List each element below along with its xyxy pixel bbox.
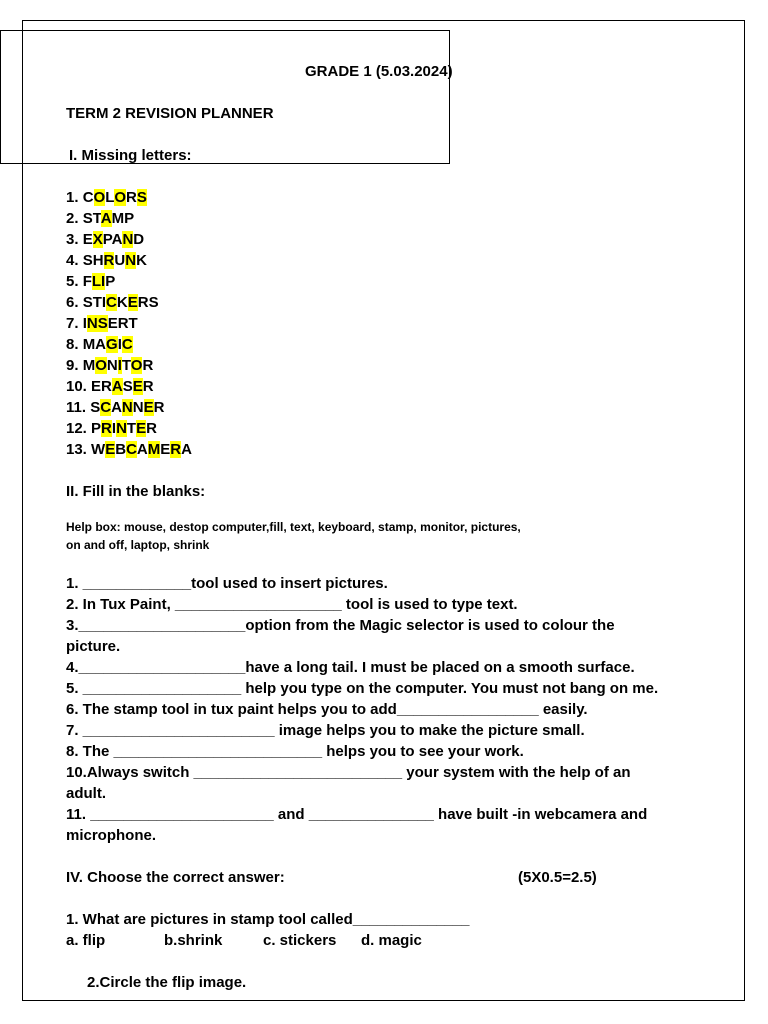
highlighted-letters: O (95, 357, 107, 374)
word-letters: T (126, 420, 137, 437)
highlighted-letters: S (136, 189, 147, 206)
word-letters: RS (137, 294, 159, 311)
word-letters: R (153, 399, 165, 416)
word-letters: I (111, 420, 117, 437)
highlighted-letters: R (101, 420, 112, 437)
highlighted-letters: X (92, 231, 103, 248)
item-number: 7. (66, 315, 83, 332)
word-letters: K (136, 252, 147, 269)
highlighted-letters: N (116, 420, 127, 437)
highlighted-letters: G (106, 336, 118, 353)
missing-letters-item (66, 187, 147, 208)
highlighted-letters: A (100, 210, 112, 227)
missing-letters-item (66, 250, 147, 271)
missing-letters-item (66, 271, 115, 292)
word-letters: F (82, 273, 92, 290)
word-letters: N (106, 357, 118, 374)
highlighted-letters: N (125, 252, 137, 269)
highlighted-letters: L (91, 273, 102, 290)
planner-title: TERM 2 REVISION PLANNER (66, 105, 274, 122)
highlighted-letters: E (136, 420, 147, 437)
fill-blank-line: 10.Always switch _________________________ your system with the help of an (66, 764, 631, 781)
item-number: 11. (66, 399, 91, 416)
word-letters: A (181, 441, 192, 458)
highlighted-letters: E (105, 441, 116, 458)
item-number: 5. (66, 273, 83, 290)
word-letters: C (82, 189, 94, 206)
word-letters: N (132, 399, 144, 416)
item-number: 2. (66, 210, 83, 227)
choice-a: a. flip (66, 932, 106, 949)
grade-heading: GRADE 1 (5.03.2024) (305, 63, 453, 80)
word-letters: R (126, 189, 137, 206)
item-number: 1. (66, 189, 83, 206)
word-letters: A (136, 441, 148, 458)
fill-blank-line: adult. (66, 785, 106, 802)
highlighted-letters: I (101, 273, 106, 290)
section1-heading: I. Missing letters: (69, 147, 192, 164)
word-letters: D (133, 231, 145, 248)
section4-heading: IV. Choose the correct answer: (66, 869, 285, 886)
choice-b: b.shrink (164, 932, 223, 949)
question-2: 2.Circle the flip image. (87, 974, 247, 991)
word-letters: R (142, 357, 154, 374)
missing-letters-item (66, 208, 134, 229)
missing-letters-item (66, 418, 157, 439)
fill-blank-line: 11. ______________________ and _______________ have built -in webcamera and (66, 806, 648, 823)
highlighted-letters: E (127, 294, 138, 311)
word-letters: I (117, 336, 122, 353)
word-letters: S (122, 378, 133, 395)
highlighted-letters: R (103, 252, 115, 269)
word-letters: R (142, 378, 154, 395)
fill-blank-line: 4.____________________have a long tail. I must be placed on a smooth surface. (66, 659, 635, 676)
help-box-line-2: on and off, laptop, shrink (66, 538, 210, 552)
word-letters: ER (91, 378, 112, 395)
missing-letters-item (66, 439, 192, 460)
word-letters: S (90, 399, 101, 416)
highlighted-letters: I (117, 357, 122, 374)
word-letters: A (111, 399, 122, 416)
highlighted-letters: C (100, 399, 112, 416)
missing-letters-item (66, 355, 153, 376)
fill-blank-line: 2. In Tux Paint, ____________________ tool is used to type text. (66, 596, 518, 613)
section4-marks: (5X0.5=2.5) (518, 869, 597, 886)
word-letters: W (91, 441, 106, 458)
word-letters: K (116, 294, 128, 311)
word-letters: R (146, 420, 157, 437)
fill-blank-line: 6. The stamp tool in tux paint helps you to add_________________ easily. (66, 701, 588, 718)
highlighted-letters: R (170, 441, 182, 458)
word-letters: P (105, 273, 116, 290)
header-box (0, 30, 450, 164)
fill-blank-line: 3.____________________option from the Magic selector is used to colour the (66, 617, 615, 634)
word-letters: U (114, 252, 126, 269)
item-number: 8. (66, 336, 83, 353)
fill-blank-line: microphone. (66, 827, 157, 844)
word-letters: L (105, 189, 115, 206)
help-box-line-1: Help box: mouse, destop computer,fill, text, keyboard, stamp, monitor, pictures, (66, 520, 521, 534)
missing-letters-item (66, 229, 144, 250)
highlighted-letters: E (143, 399, 154, 416)
highlighted-letters: M (147, 441, 161, 458)
item-number: 13. (66, 441, 92, 458)
question-1: 1. What are pictures in stamp tool called______________ (66, 911, 470, 928)
highlighted-letters: C (126, 441, 137, 458)
fill-blank-line: 7. _______________________ image helps you to make the picture small. (66, 722, 585, 739)
highlighted-letters: NS (86, 315, 108, 332)
fill-blank-line: 1. _____________tool used to insert pictures. (66, 575, 388, 592)
word-letters: MA (82, 336, 107, 353)
highlighted-letters: C (106, 294, 117, 311)
item-number: 3. (66, 231, 83, 248)
missing-letters-item (66, 313, 138, 334)
missing-letters-item (66, 397, 164, 418)
word-letters: MP (111, 210, 135, 227)
item-number: 9. (66, 357, 83, 374)
word-letters: SH (82, 252, 104, 269)
word-letters: P (91, 420, 102, 437)
highlighted-letters: O (114, 189, 127, 206)
word-letters: I (82, 315, 87, 332)
fill-blank-line: 5. ___________________ help you type on the computer. You must not bang on me. (66, 680, 659, 697)
highlighted-letters: C (121, 336, 133, 353)
highlighted-letters: N (121, 399, 133, 416)
item-number: 4. (66, 252, 83, 269)
word-letters: PA (102, 231, 123, 248)
word-letters: E (160, 441, 171, 458)
word-letters: ERT (107, 315, 138, 332)
word-letters: B (115, 441, 127, 458)
highlighted-letters: N (122, 231, 134, 248)
word-letters: T (121, 357, 131, 374)
highlighted-letters: A (111, 378, 123, 395)
choice-d: d. magic (361, 932, 422, 949)
section2-heading: II. Fill in the blanks: (66, 483, 206, 500)
missing-letters-item (66, 292, 159, 313)
word-letters: E (82, 231, 93, 248)
highlighted-letters: O (93, 189, 106, 206)
word-letters: STI (82, 294, 107, 311)
fill-blank-line: 8. The _________________________ helps you to see your work. (66, 743, 524, 760)
item-number: 10. (66, 378, 92, 395)
missing-letters-item (66, 334, 133, 355)
missing-letters-item (66, 376, 154, 397)
page-border (22, 20, 745, 1001)
choice-c: c. stickers (263, 932, 337, 949)
item-number: 12. (66, 420, 92, 437)
fill-blank-line: picture. (66, 638, 121, 655)
highlighted-letters: O (130, 357, 143, 374)
item-number: 6. (66, 294, 83, 311)
word-letters: ST (82, 210, 101, 227)
word-letters: M (82, 357, 96, 374)
highlighted-letters: E (132, 378, 143, 395)
